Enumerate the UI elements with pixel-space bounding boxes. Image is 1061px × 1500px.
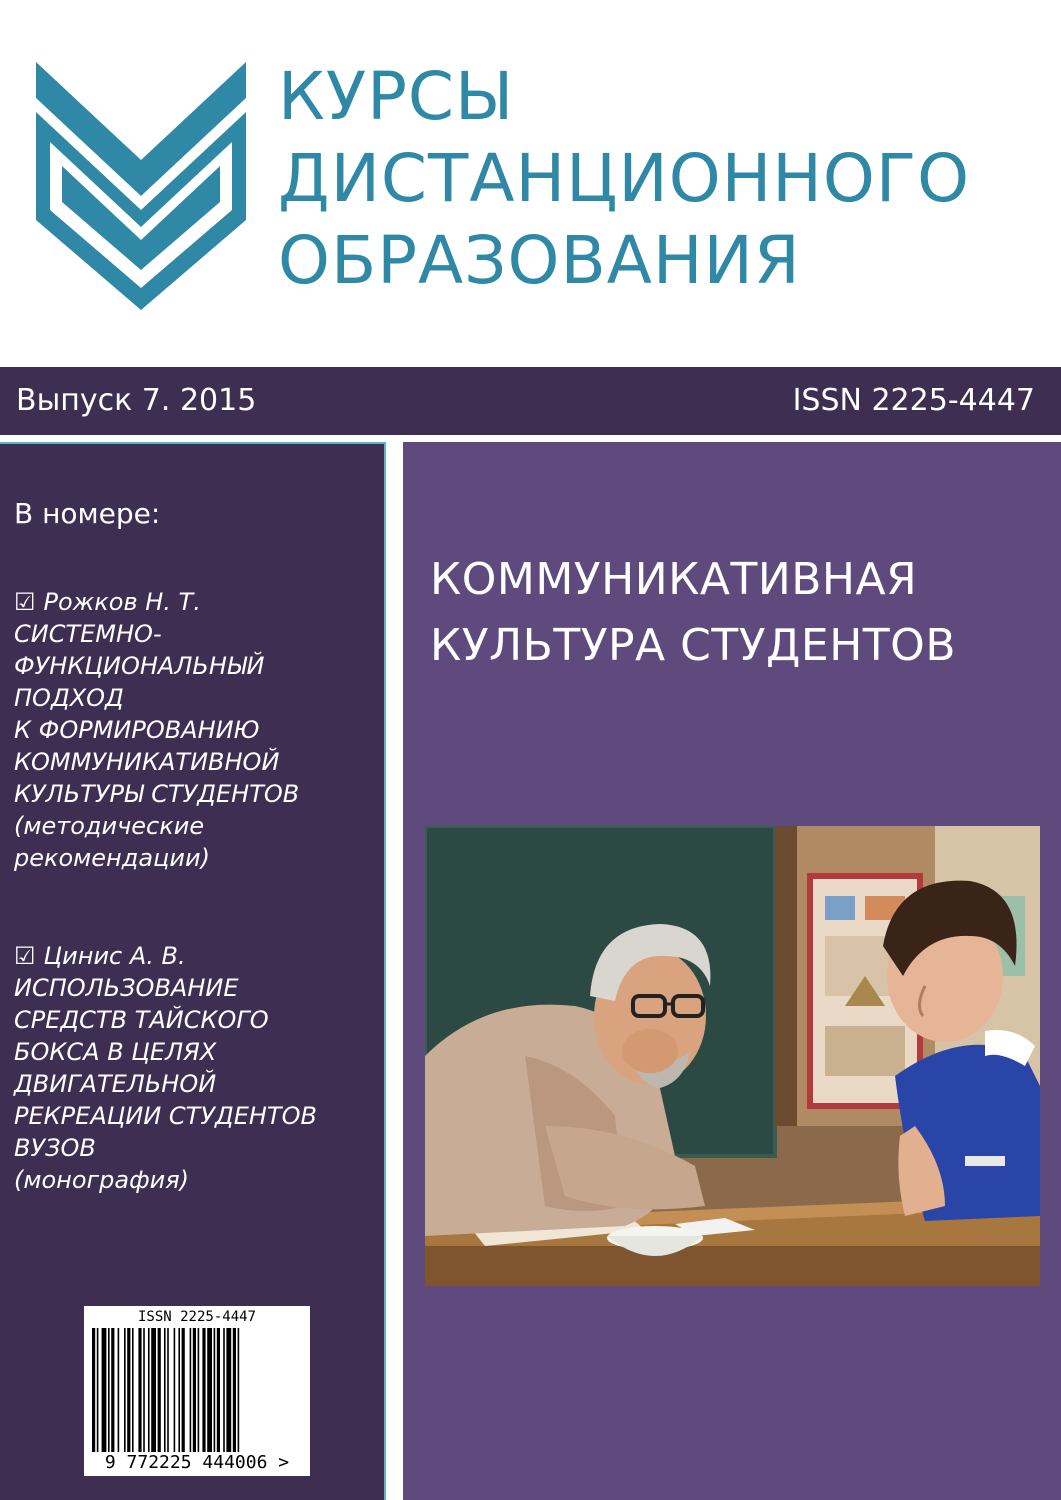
teacher-student-photo [425,826,1040,1286]
barcode-bar [214,1328,216,1452]
barcode-bar [193,1328,196,1452]
barcode-bar [226,1328,231,1452]
barcode-bar [164,1328,166,1452]
article-type-line: (монография) [14,1166,189,1194]
barcode-bar [111,1328,114,1452]
chevron-logo-icon [36,62,246,310]
article-title-line: РЕКРЕАЦИИ СТУДЕНТОВ [14,1102,317,1130]
article-title-line: КОММУНИКАТИВНОЙ [14,748,280,776]
barcode-bar [108,1328,110,1452]
feature-headline-line-2: КУЛЬТУРА СТУДЕНТОВ [430,620,956,671]
article-title-line: ВУЗОВ [14,1134,96,1162]
barcode-bars-icon [92,1328,304,1452]
feature-headline-line-1: КОММУНИКАТИВНАЯ [430,554,918,605]
barcode-bar [238,1328,240,1452]
barcode-bar [174,1328,176,1452]
article-entry [14,586,374,874]
barcode-bar [102,1328,107,1452]
article-author: Цинис А. В. [43,942,186,970]
checkbox-checked-icon: ☑ [14,942,36,970]
barcode-bar [124,1328,126,1452]
article-title-line: ИСПОЛЬЗОВАНИЕ [14,974,239,1002]
article-title-line: К ФОРМИРОВАНИЮ [14,716,260,744]
barcode-bar [151,1328,156,1452]
article-title-line: СИСТЕМНО- [14,620,162,648]
article-title-line: КУЛЬТУРЫ СТУДЕНТОВ [14,780,300,808]
article-title-line: ДВИГАТЕЛЬНОЙ [14,1070,217,1098]
cover-photo [425,826,1040,1286]
checkbox-checked-icon: ☑ [14,588,36,616]
barcode-bar [132,1328,134,1452]
barcode-bar [127,1328,130,1452]
barcode-bar [97,1328,99,1452]
article-title-line: БОКСА В ЦЕЛЯХ [14,1038,217,1066]
barcode-bar [148,1328,150,1452]
contents-heading: В номере: [14,497,161,530]
article-entry [14,940,374,1196]
article-title-line: ФУНКЦИОНАЛЬНЫЙ [14,652,265,680]
issue-bar [0,367,1061,435]
barcode-bar [138,1328,141,1452]
barcode-bar [202,1328,205,1452]
journal-title-line-2: ДИСТАНЦИОННОГО [278,140,971,217]
barcode-bar [190,1328,192,1452]
issue-number: Выпуск 7. 2015 [16,383,257,418]
barcode-bar [207,1328,212,1452]
barcode-bar [217,1328,220,1452]
barcode-bar [233,1328,236,1452]
barcode-bar [118,1328,120,1452]
barcode [84,1306,310,1476]
article-author: Рожков Н. Т. [43,588,201,616]
barcode-digits: 9 772225 444006 > [104,1452,290,1473]
barcode-bar [178,1328,180,1452]
article-title-line: ПОДХОД [14,684,124,712]
article-author-line [14,940,374,972]
article-type-line: (методические [14,812,205,840]
article-type-line: рекомендации) [14,844,210,872]
barcode-bar [167,1328,169,1452]
issn-number: ISSN 2225-4447 [792,383,1035,418]
barcode-bar [223,1328,225,1452]
journal-title-line-3: ОБРАЗОВАНИЯ [278,222,801,299]
barcode-bar [158,1328,161,1452]
journal-title-line-1: КУРСЫ [278,58,515,135]
barcode-bar [143,1328,145,1452]
barcode-bar [92,1328,95,1452]
barcode-issn: ISSN 2225-4447 [137,1309,256,1325]
article-author-line [14,586,374,618]
article-title-line: СРЕДСТВ ТАЙСКОГО [14,1006,269,1034]
barcode-bar [182,1328,185,1452]
barcode-bar [198,1328,200,1452]
